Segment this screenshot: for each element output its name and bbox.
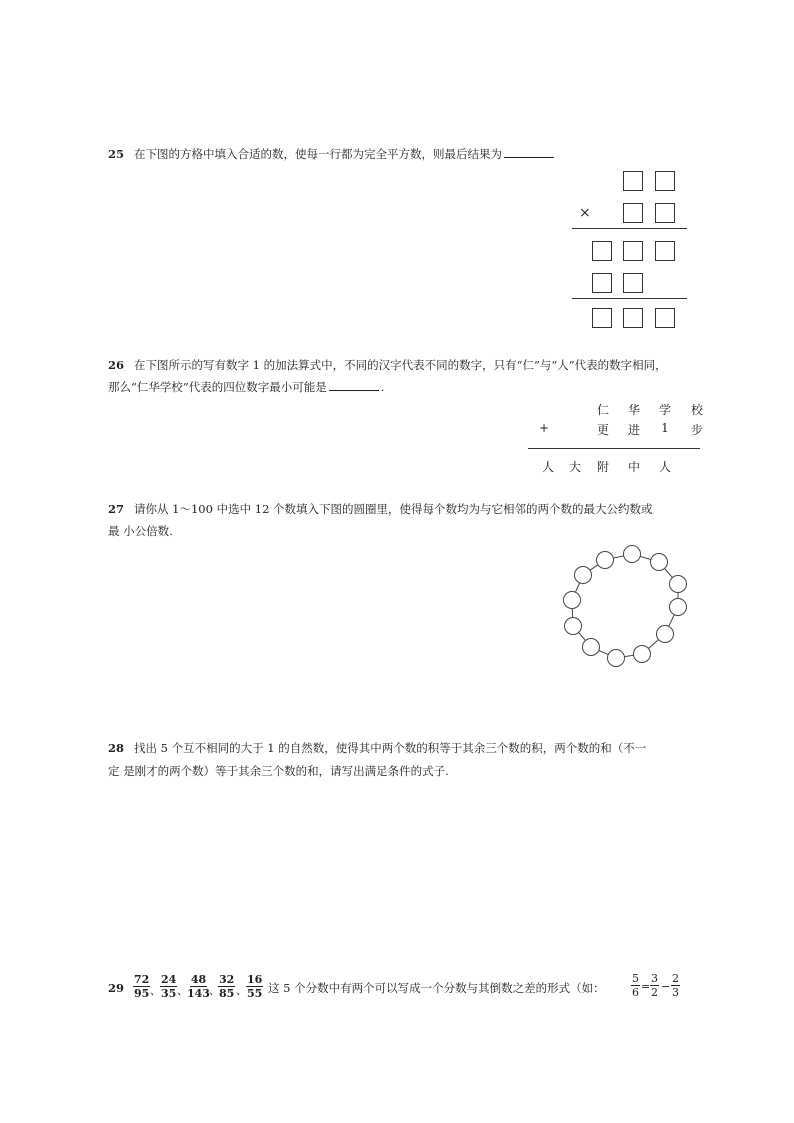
denominator: 143 [187,987,210,1000]
separator: 、 [150,984,161,997]
separator: 、 [236,984,247,997]
circle-ring-diagram [555,540,705,670]
question-number: 27 [108,502,125,516]
separator: 、 [177,984,188,997]
example-fraction [631,972,640,999]
question-text: 那么“仁华学校”代表的四位数字最小可能是 [108,380,327,394]
puzzle-char: 仁 [596,403,609,417]
fraction [218,973,235,1000]
ring-circle[interactable] [608,650,625,667]
denominator: 3 [672,986,679,999]
numerator: 5 [632,972,639,985]
question-text: 最 小公倍数. [108,524,173,538]
numerator: 32 [219,973,235,986]
digit-box[interactable] [655,308,675,328]
denominator: 6 [632,986,639,999]
question-number: 25 [108,147,125,161]
divider-line [572,228,687,229]
fraction [133,973,150,1000]
question-25 [108,143,556,166]
plus-sign: + [538,421,550,435]
question-text: 请你从 1～100 中选中 12 个数填入下图的圆圈里，使得每个数均为与它相邻的两个数的最大公约数或 [134,502,653,516]
question-text: 找出 5 个互不相同的大于 1 的自然数，使得其中两个数的积等于其余三个数的积，两个数的和（不一 [134,741,647,755]
divider-line [572,298,687,299]
ring-circle[interactable] [624,546,641,563]
numerator: 16 [247,973,263,986]
ring-circle[interactable] [597,552,614,569]
digit-box[interactable] [623,273,643,293]
ring-circle[interactable] [564,592,581,609]
puzzle-char: 附 [596,460,609,474]
times-sign: × [579,205,591,221]
question-28-line1 [108,737,646,760]
denominator: 95 [134,987,150,1000]
sum-line [528,448,700,449]
ring-circle[interactable] [575,567,592,584]
numerator: 3 [651,972,658,985]
puzzle-char: 中 [627,460,640,474]
digit-box[interactable] [592,273,612,293]
question-text: 定 是刚才的两个数）等于其余三个数的和，请写出满足条件的式子. [108,764,449,778]
question-28-line2 [108,760,449,783]
puzzle-char: 大 [568,460,581,474]
question-text: 这 5 个分数中有两个可以写成一个分数与其倒数之差的形式（如： [268,981,605,995]
period: . [380,380,385,394]
example-fraction [650,972,659,999]
ring-circle[interactable] [657,626,674,643]
puzzle-char: 华 [627,403,640,417]
puzzle-char: 进 [627,423,640,437]
puzzle-char: 校 [690,403,703,417]
denominator: 2 [651,986,658,999]
fraction [187,973,210,1000]
answer-blank[interactable] [504,145,554,158]
digit-box[interactable] [655,203,675,223]
question-number: 28 [108,741,125,755]
puzzle-char: 人 [541,460,554,474]
fraction [160,973,177,1000]
question-27-line2 [108,520,173,543]
ring-circle[interactable] [670,599,687,616]
question-number: 26 [108,358,125,372]
puzzle-char: 1 [661,421,669,435]
numerator: 2 [672,972,679,985]
answer-blank[interactable] [329,378,379,391]
question-text: 在下图所示的写有数字 1 的加法算式中，不同的汉字代表不同的数字，只有“仁”与“人”代表的数字相同， [134,358,667,372]
numerator: 72 [134,973,150,986]
digit-box[interactable] [655,241,675,261]
ring-circle[interactable] [670,576,687,593]
separator: 、 [209,984,220,997]
puzzle-char: 人 [658,460,671,474]
example-fraction [671,972,680,999]
digit-box[interactable] [592,241,612,261]
denominator: 85 [219,987,235,1000]
digit-box[interactable] [623,241,643,261]
minus-sign: − [661,980,671,993]
ring-circle[interactable] [583,639,600,656]
ring-circle[interactable] [651,554,668,571]
denominator: 35 [161,987,177,1000]
equals-sign: = [641,980,651,993]
question-27-line1 [108,498,653,521]
puzzle-char: 学 [658,403,671,417]
ring-circle[interactable] [634,646,651,663]
question-text: 在下图的方格中填入合适的数，使每一行都为完全平方数，则最后结果为 [134,147,503,161]
digit-box[interactable] [623,171,643,191]
ring-circle[interactable] [565,618,582,635]
numerator: 48 [190,973,207,986]
puzzle-char: 步 [690,423,703,437]
digit-box[interactable] [655,171,675,191]
question-number: 29 [108,981,125,995]
fraction [246,973,263,1000]
digit-box[interactable] [623,308,643,328]
denominator: 55 [247,987,263,1000]
question-26-line2 [108,376,384,399]
digit-box[interactable] [623,203,643,223]
digit-box[interactable] [592,308,612,328]
question-26-line1 [108,354,667,377]
numerator: 24 [161,973,177,986]
puzzle-char: 更 [596,423,609,437]
